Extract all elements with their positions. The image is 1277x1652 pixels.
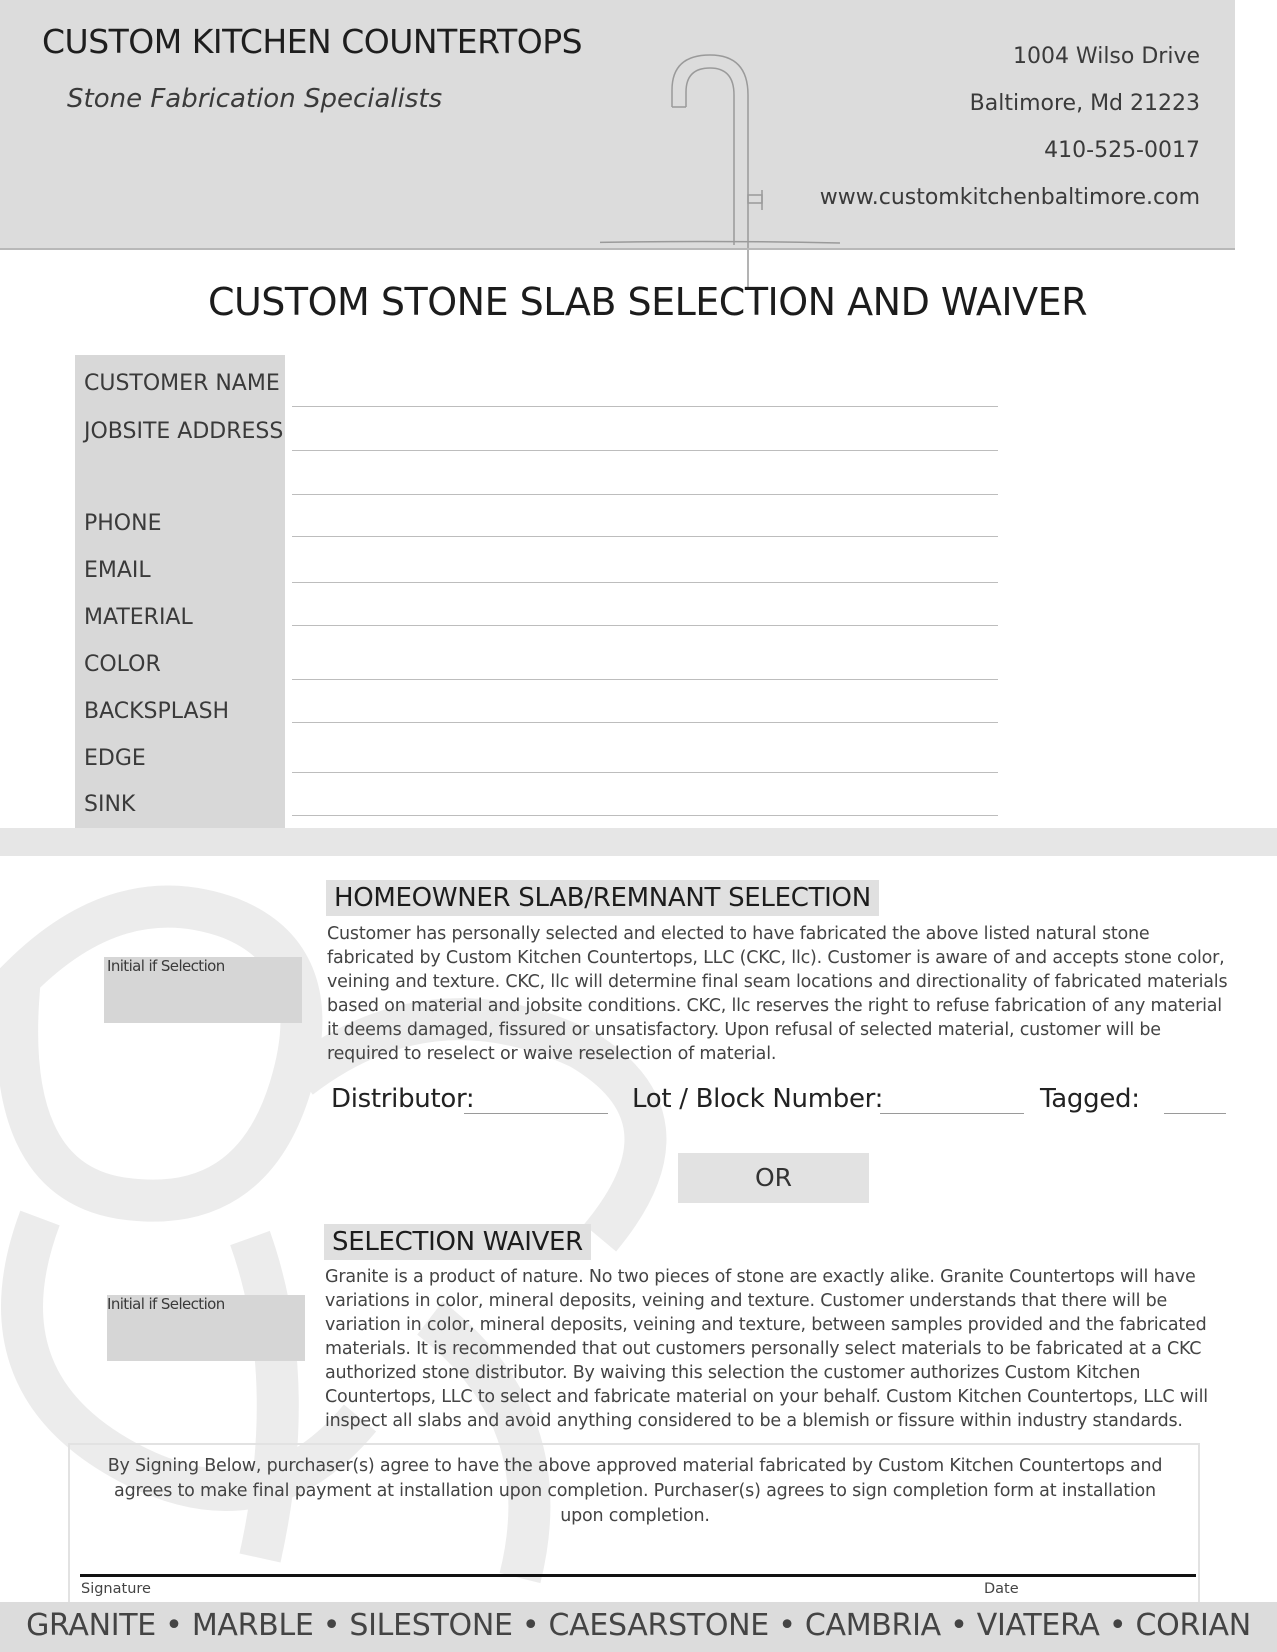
jobsite-address-field-line-2[interactable] [292, 494, 998, 495]
color-label: COLOR [84, 652, 161, 677]
or-divider [678, 1153, 869, 1203]
signature-label: Signature [81, 1581, 151, 1597]
selection-waiver-text: Granite is a product of nature. No two pieces of stone are exactly alike. Granite Countertops will have variations in color, mineral deposits, veining and texture. Customer understands that there will be variation in color, mineral deposits, veining and texture, between samples provided and the fabricated materials. It is recommended that out customers personally select materials to be fabricated at a CKC authorized stone distributor. By waiving this selection the customer authorizes Custom Kitchen Countertops, LLC to select and fabricate material on your behalf. Custom Kitchen Countertops, LLC will inspect all slabs and avoid anything considered to be a blemish or fissure within industry standards. [325, 1267, 1208, 1431]
tagged-field[interactable] [1164, 1113, 1226, 1114]
backsplash-field[interactable] [292, 722, 998, 723]
backsplash-label: BACKSPLASH [84, 699, 230, 724]
section-divider-band [0, 828, 1277, 856]
signature-line[interactable] [80, 1574, 1196, 1577]
tagged-label: Tagged: [1040, 1084, 1140, 1114]
waiver-initial-label: Initial if Selection [107, 1295, 225, 1313]
website-link[interactable]: www.customkitchenbaltimore.com [819, 185, 1200, 210]
distributor-label: Distributor: [331, 1084, 475, 1114]
distributor-field[interactable] [464, 1113, 608, 1114]
sink-field[interactable] [292, 815, 998, 816]
material-field[interactable] [292, 625, 998, 626]
phone-field[interactable] [292, 536, 998, 537]
document-title: CUSTOM STONE SLAB SELECTION AND WAIVER [207, 280, 1088, 324]
jobsite-address-field[interactable] [292, 450, 998, 451]
slab-selection-text: Customer has personally selected and elected to have fabricated the above listed natural stone fabricated by Custom Kitchen Countertops, LLC (CKC, llc). Customer is aware of and accepts stone color, veining and texture. CKC, llc will determine final seam locations and directionality of fabricated materials based on material and jobsite conditions. CKC, llc reserves the right to refuse fabrication of any material it deems damaged, fissured or unsatisfactory. Upon refusal of selected material, customer will be required to reselect or waive reselection of material. [327, 924, 1228, 1064]
phone-number: 410-525-0017 [1044, 138, 1200, 163]
edge-label: EDGE [84, 746, 146, 771]
company-name: CUSTOM KITCHEN COUNTERTOPS [42, 22, 583, 61]
phone-label: PHONE [84, 511, 162, 536]
or-label: OR [754, 1163, 793, 1192]
lot-block-number-label: Lot / Block Number: [632, 1084, 884, 1114]
selection-waiver-heading: SELECTION WAIVER [324, 1224, 591, 1260]
signature-agreement-text: By Signing Below, purchaser(s) agree to have the above approved material fabricated by Custom Kitchen Countertops and agrees to make final payment at installation upon completion. Purchaser(s) agrees to sign completion form at installation upon completion. [107, 1456, 1163, 1526]
company-tagline: Stone Fabrication Specialists [67, 84, 443, 114]
header-rule [0, 248, 1235, 250]
address-line-1: 1004 Wilso Drive [1012, 44, 1200, 69]
email-field[interactable] [292, 582, 998, 583]
email-label: EMAIL [84, 558, 151, 583]
jobsite-address-label: JOBSITE ADDRESS [84, 419, 284, 444]
color-field[interactable] [292, 679, 998, 680]
lot-block-number-field[interactable] [880, 1113, 1024, 1114]
customer-name-label: CUSTOMER NAME [84, 371, 280, 396]
sink-label: SINK [84, 792, 136, 817]
customer-name-field[interactable] [292, 406, 998, 407]
slab-selection-heading: HOMEOWNER SLAB/REMNANT SELECTION [326, 880, 879, 916]
address-line-2: Baltimore, Md 21223 [969, 91, 1200, 116]
faucet-icon [600, 50, 860, 290]
edge-field[interactable] [292, 772, 998, 773]
slab-selection-initial-label: Initial if Selection [107, 957, 225, 975]
date-label: Date [984, 1581, 1019, 1597]
materials-list: GRANITE • MARBLE • SILESTONE • CAESARSTONE • CAMBRIA • VIATERA • CORIAN [26, 1608, 1251, 1643]
material-label: MATERIAL [84, 605, 193, 630]
